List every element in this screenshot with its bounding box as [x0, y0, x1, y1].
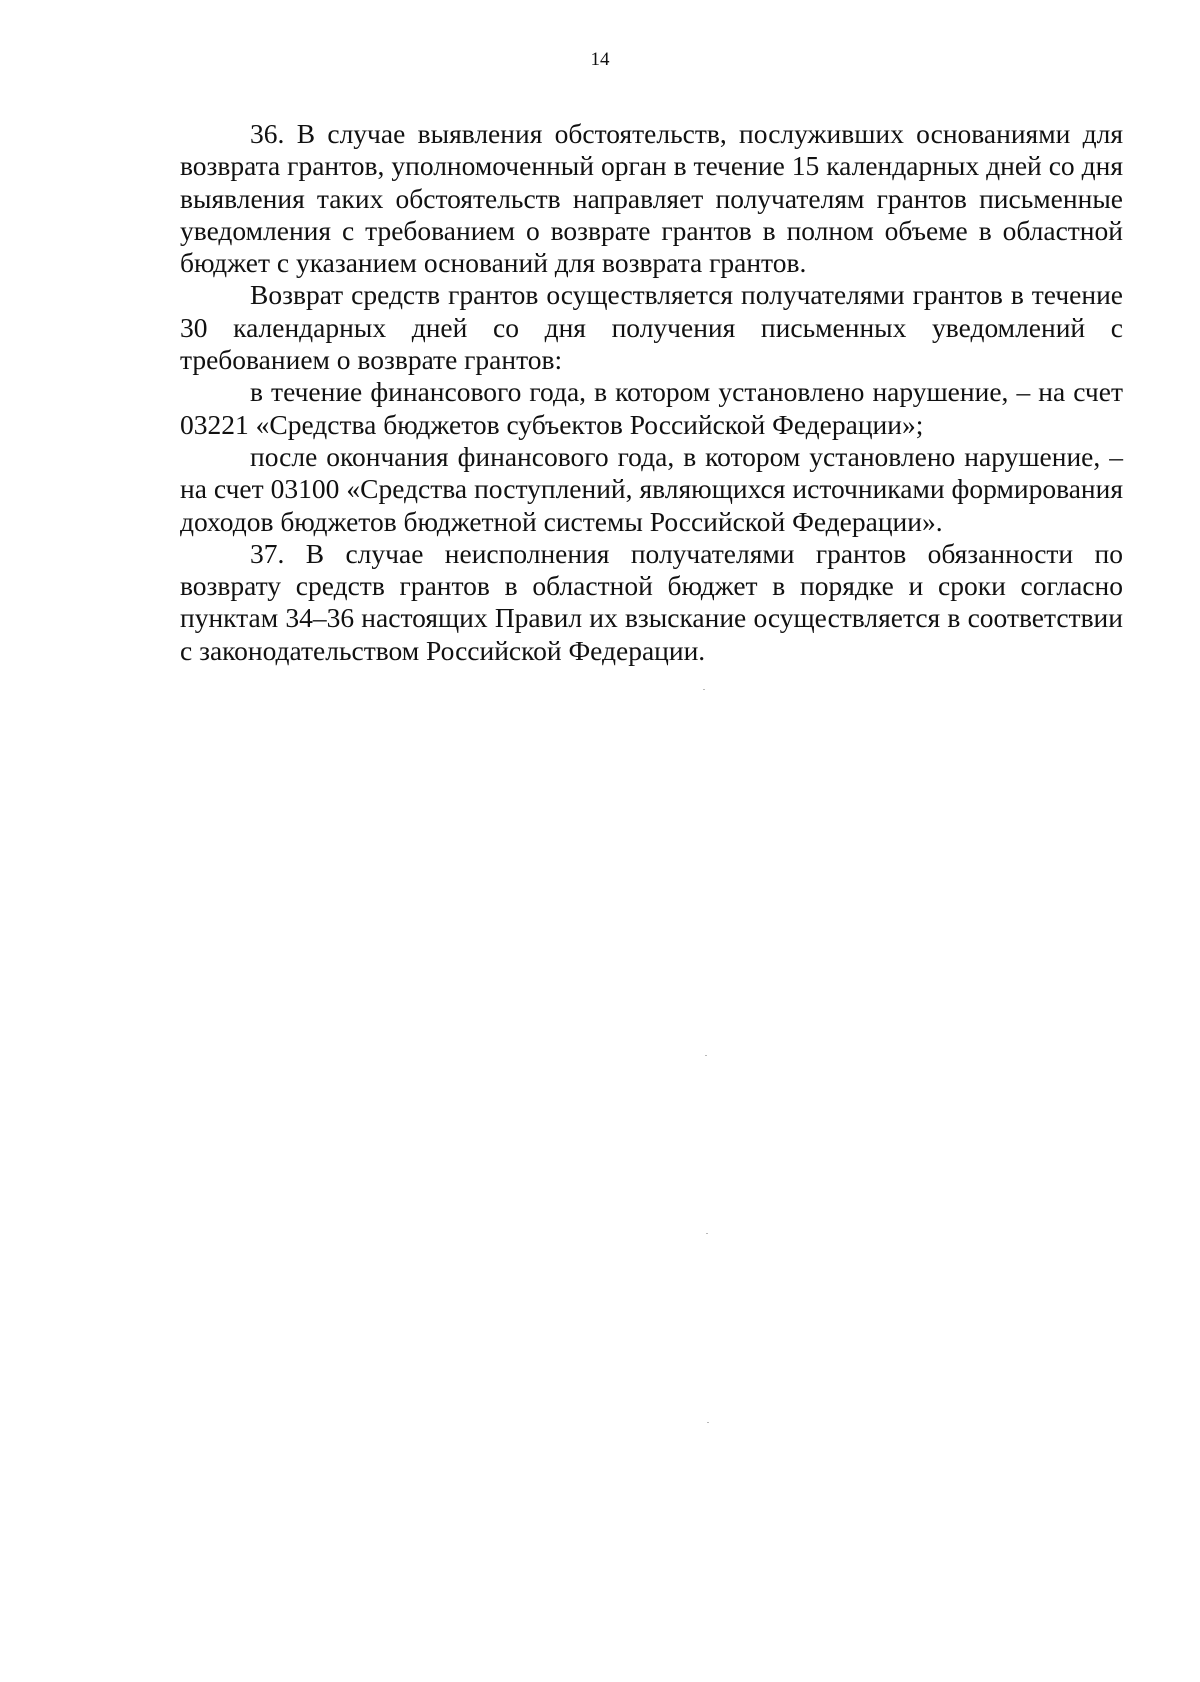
- paragraph-36: 36. В случае выявления обстоятельств, послуживших основаниями для возврата грантов, уполномоченный орган в течение 15 календарных дней со дня выявления таких обстоятельств направляет получателям грантов письменные уведомления с требованием о возврате грантов в полном объеме в областной бюджет с указанием оснований для возврата грантов.: [180, 118, 1123, 279]
- paragraph-37: 37. В случае неисполнения получателями грантов обязанности по возврату средств грантов в областной бюджет в порядке и сроки согласно пунктам 34–36 настоящих Правил их взыскание осуществляется в соответствии с законодательством Российской Федерации.: [180, 537, 1123, 666]
- paragraph-return-funds: Возврат средств грантов осуществляется получателями грантов в течение 30 календарных дней со дня получения письменных уведомлений с требованием о возврате грантов:: [180, 279, 1123, 376]
- scan-speck: [703, 689, 705, 690]
- paragraph-account-03221: в течение финансового года, в котором установлено нарушение, – на счет 03221 «Средства бюджетов субъектов Российской Федерации»;: [180, 376, 1123, 440]
- document-body: [180, 118, 1123, 667]
- scan-speck: [705, 1055, 707, 1056]
- page-number: 14: [590, 49, 610, 70]
- scan-speck: [706, 1233, 708, 1234]
- paragraph-account-03100: после окончания финансового года, в котором установлено нарушение, – на счет 03100 «Средства поступлений, являющихся источниками формирования доходов бюджетов бюджетной системы Российской Федерации».: [180, 440, 1123, 537]
- scan-speck: [707, 1422, 709, 1423]
